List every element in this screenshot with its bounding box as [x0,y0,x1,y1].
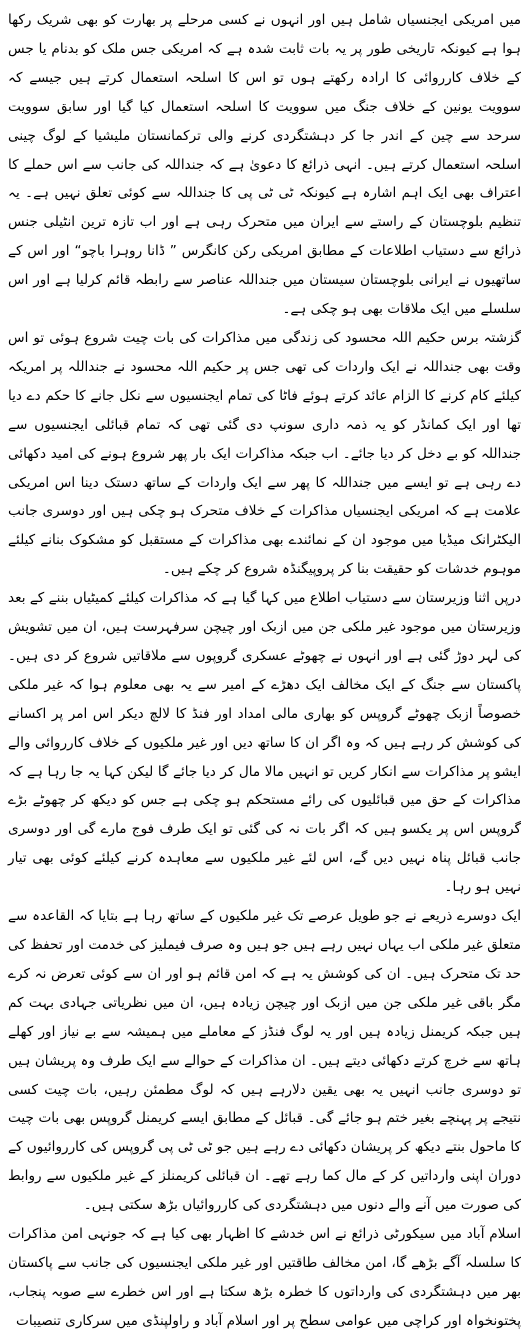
paragraph-2: گزشتہ برس حکیم اللہ محسود کی زندگی میں مذاکرات کی بات چیت شروع ہوئی تو اس وقت بھی جنداللہ نے ایک واردات کی تھی جس پر حکیم اللہ محسود نے جنداللہ پر امریکہ کیلئے کام کرنے کا الزام عائد کرتے ہوئے فاٹا کی تمام ایجنسیوں سے نکل جانے کا حکم دے دیا تھا اور ایک کمانڈر کو یہ ذمہ داری سونپ دی گئی تھی کہ تمام قبائلی ایجنسیوں سے جنداللہ کو بے دخل کر دیا جائے۔ اب جبکہ مذاکرات ایک بار پھر شروع ہونے کی امید دکھائی دے رہی ہے تو ایسے میں جنداللہ کا پھر سے ایک واردات کے ساتھ دستک دینا اس امریکی علامت ہے کہ امریکی ایجنسیاں مذاکرات کے خلاف متحرک ہو چکی ہیں اور دوسری جانب الیکٹرانک میڈیا میں موجود ان کے نمائندے بھی مذاکرات کے مستقبل کو مشکوک بنانے کیلئے موہوم خدشات کو حقیقت بنا کر پروپیگنڈہ شروع کر چکے ہیں۔ [8,329,521,578]
paragraph-5: اسلام آباد میں سیکورٹی ذرائع نے اس خدشے کا اظہار بھی کیا ہے کہ جونہی امن مذاکرات کا سلسلہ آگے بڑھے گا، امن مخالف طاقتیں اور غیر ملکی ایجنسیوں کی جانب سے پاکستان بھر میں دہشتگردی کی وارداتوں کا خطرہ بڑھ سکتا ہے اور اس خطرے سے صوبہ پنجاب، پختونخواہ اور کراچی میں عوامی سطح پر اور اسلام آباد و راولپنڈی میں سرکاری تنصیبات [8,1226,521,1329]
paragraph-3: درپں اثنا وزیرستان سے دستیاب اطلاع میں کہا گیا ہے کہ مذاکرات کیلئے کمیٹیاں بننے کے بعد وزیرستان میں موجود غیر ملکی جن میں ازبک اور چیچن سرفہرست ہیں، ان میں تشویش کی لہر دوڑ گئی ہے اور انہوں نے چھوٹے عسکری گروپوں سے ملاقاتیں شروع کر دی ہیں۔ پاکستان سے جنگ کے ایک مخالف ایک دھڑے کے امیر سے یہ بھی معلوم ہوا کہ غیر ملکی خصوصاً ازبک چھوٹے گروپس کو بھاری مالی امداد اور فنڈ کا لالچ دیکر اس امر پر اکسانے کی کوشش کر رہے ہیں کہ وہ اگر ان کا ساتھ دیں اور غیر ملکیوں کے خلاف کارروائی والے ایشو پر مذاکرات سے انکار کریں تو انہیں مالا مال کر دیا جائے گا لیکن کہا یہ جا رہا ہے کہ مذاکرات کے حق میں قبائلیوں کی رائے مستحکم ہو چکی ہے جس کو دیکھ کر چھوٹے بڑے گروپس اس پر یکسو ہیں کہ اگر بات نہ کی گئی تو ایک طرف فوج مارے گی اور دوسری جانب قبائل پناہ نہیں دیں گے، اس لئے غیر ملکیوں سے معاہدہ کرنے کیلئے کوئی بھی تیار نہیں ہو رہا۔ [8,590,521,896]
paragraph-1: میں امریکی ایجنسیاں شامل ہیں اور انہوں نے کسی مرحلے پر بھارت کو بھی شریک رکھا ہوا ہے کیونکہ تاریخی طور پر یہ بات ثابت شدہ ہے کہ امریکی جس ملک کو بدنام یا جس کے خلاف کارروائی کا ارادہ رکھتے ہوں تو اس کا اسلحہ استعمال کرتے ہیں جیسے کہ سوویت یونین کے خلاف جنگ میں سوویت کا اسلحہ استعمال کیا گیا اور سابق سوویت سرحد سے چین کے اندر جا کر دہشتگردی کرنے والی ترکمانستان ملیشیا کے لوگ چینی اسلحہ استعمال کرتے ہیں۔ انہی ذرائع کا دعویٰ ہے کہ جنداللہ کی جانب سے اس حملے کا اعتراف بھی ایک اہم اشارہ ہے کیونکہ ٹی ٹی پی کا جنداللہ سے کوئی تعلق نہیں ہے۔ یہ تنظیم بلوچستان کے راستے سے ایران میں متحرک رہی ہے اور اب تازہ ترین انٹیلی جنس ذرائع سے دستیاب اطلاعات کے مطابق امریکی رکن کانگرس ” ڈانا روہرا باچو“ اور اس کے ساتھیوں نے ایرانی بلوچستان سیستان میں جنداللہ عناصر سے رابطہ قائم کرلیا ہے اور اس سلسلے میں ایک ملاقات بھی ہو چکی ہے۔ [8,12,521,318]
paragraph-4: ایک دوسرے ذریعے نے جو طویل عرصے تک غیر ملکیوں کے ساتھ رہا ہے بتایا کہ القاعدہ سے متعلق غیر ملکی اب یہاں نہیں رہے ہیں جو ہیں وہ صرف فیملیز کی خدمت اور تحفظ کی حد تک متحرک ہیں۔ ان کی کوشش یہ ہے کہ امن قائم ہو اور ان سے کوئی تعرض نہ کرے مگر باقی غیر ملکی جن میں ازبک اور چیچن زیادہ ہیں، ان میں نظریاتی جہادی بہت کم ہیں جبکہ کریمنل زیادہ ہیں اور یہ لوگ فنڈز کے معاملے میں ہمیشہ سے بے نیاز اور کھلے ہاتھ سے خرچ کرتے دکھائی دیتے ہیں۔ ان مذاکرات کے حوالے سے ایک طرف وہ پریشان ہیں تو دوسری جانب انہیں یہ بھی یقین دلارہے ہیں کہ لوگ مطمئن رہیں، بات چیت کسی نتیجے پر پہنچے بغیر ختم ہو جائے گی۔ قبائل کے مطابق ایسے کریمنل گروپس بھی بات چیت کا ماحول بنتے دیکھ کر پریشان دکھائی دے رہے ہیں جو ٹی ٹی پی گروپس کی کارروائیوں کے دوران اپنی وارداتیں کر کے مال کما رہے تھے۔ ان قبائلی کریمنلز کے غیر ملکیوں سے روابط کی صورت میں آنے والے دنوں میں دہشتگردی کی کارروائیاں بڑھ سکتی ہیں۔ [8,908,521,1214]
